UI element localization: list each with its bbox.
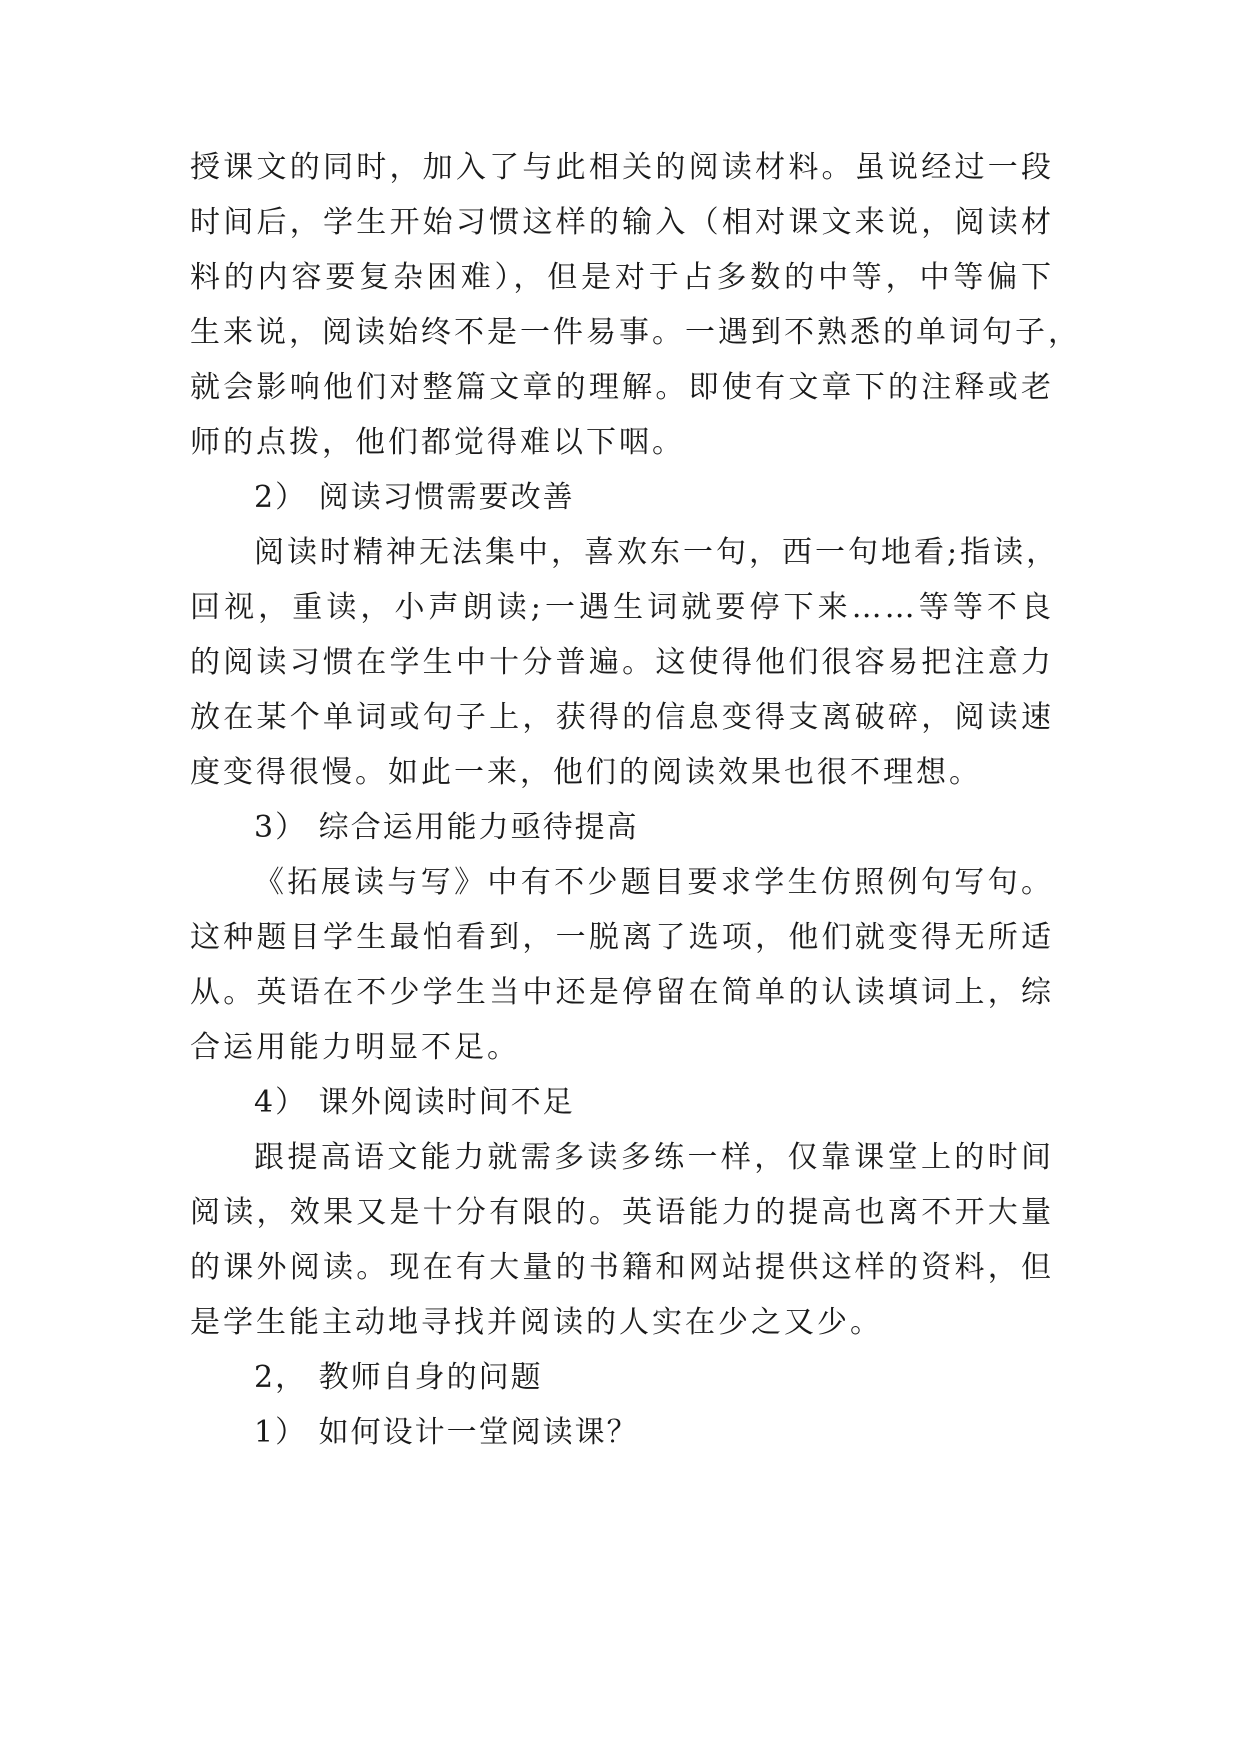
paragraph-2-line-5: 度变得很慢。如此一来，他们的阅读效果也很不理想。 [190,755,982,790]
paragraph-1-line-4: 生来说，阅读始终不是一件易事。一遇到不熟悉的单词句子， [190,315,1081,350]
section-heading-reading-habits: 2） 阅读习惯需要改善 [254,480,575,515]
paragraph-2-line-2: 回视，重读，小声朗读;一遇生词就要停下来……等等不良 [190,590,1054,625]
paragraph-2-line-1: 阅读时精神无法集中，喜欢东一句，西一句地看;指读， [254,535,1060,570]
paragraph-2-line-3: 的阅读习惯在学生中十分普遍。这使得他们很容易把注意力 [190,645,1054,680]
paragraph-1-line-1: 授课文的同时，加入了与此相关的阅读材料。虽说经过一段 [190,150,1054,185]
paragraph-3-line-3: 从。英语在不少学生当中还是停留在简单的认读填词上，综 [190,975,1054,1010]
paragraph-4-line-2: 阅读，效果又是十分有限的。英语能力的提高也离不开大量 [190,1195,1054,1230]
paragraph-4-line-3: 的课外阅读。现在有大量的书籍和网站提供这样的资料，但 [190,1250,1054,1285]
paragraph-4-line-4: 是学生能主动地寻找并阅读的人实在少之又少。 [190,1305,883,1340]
paragraph-1-line-2: 时间后，学生开始习惯这样的输入（相对课文来说，阅读材 [190,205,1054,240]
section-heading-comprehensive-ability: 3） 综合运用能力亟待提高 [254,810,639,845]
section-heading-teacher-issues: 2， 教师自身的问题 [254,1360,543,1395]
paragraph-1-line-5: 就会影响他们对整篇文章的理解。即使有文章下的注释或老 [190,370,1054,405]
paragraph-3-line-1: 《拓展读与写》中有不少题目要求学生仿照例句写句。 [254,865,1054,900]
paragraph-3-line-4: 合运用能力明显不足。 [190,1030,520,1065]
paragraph-2-line-4: 放在某个单词或句子上，获得的信息变得支离破碎，阅读速 [190,700,1054,735]
paragraph-4-line-1: 跟提高语文能力就需多读多练一样，仅靠课堂上的时间 [254,1140,1054,1175]
paragraph-1-line-6: 师的点拨，他们都觉得难以下咽。 [190,425,685,460]
paragraph-3-line-2: 这种题目学生最怕看到，一脱离了选项，他们就变得无所适 [190,920,1054,955]
section-heading-design-reading-lesson: 1） 如何设计一堂阅读课？ [254,1415,639,1450]
section-heading-extracurricular-reading: 4） 课外阅读时间不足 [254,1085,575,1120]
paragraph-1-line-3: 料的内容要复杂困难），但是对于占多数的中等，中等偏下 [190,260,1054,295]
